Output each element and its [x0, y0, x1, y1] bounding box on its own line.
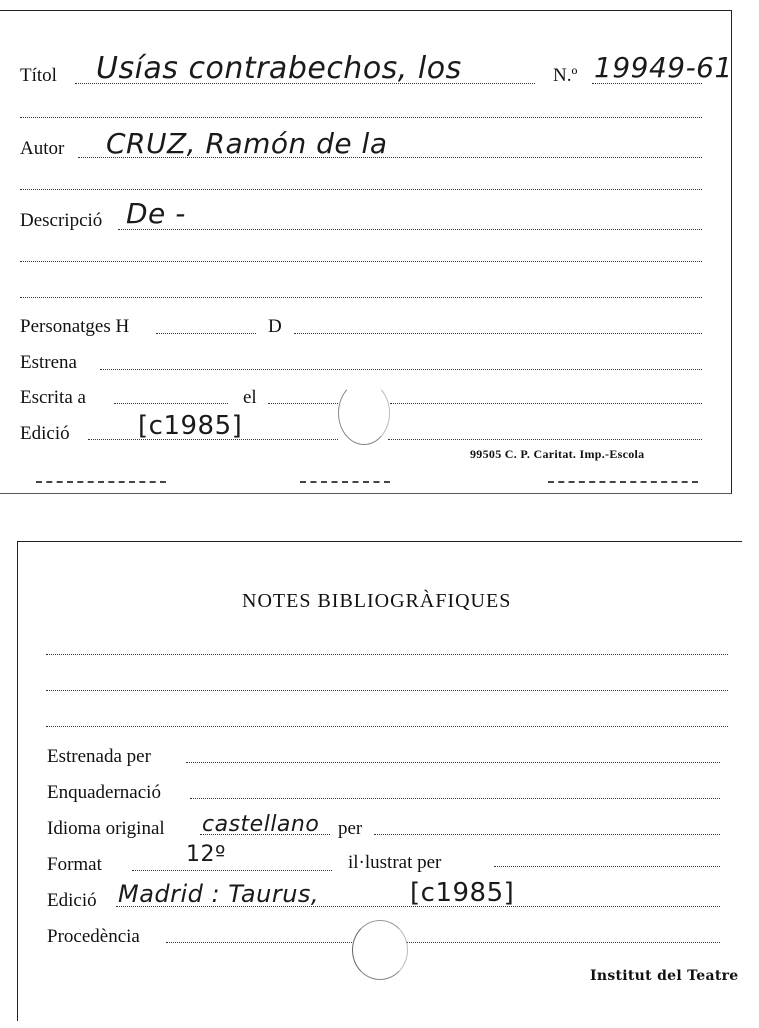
idioma-label: Idioma original	[47, 818, 165, 839]
blank-line	[20, 189, 702, 190]
blank-line	[46, 726, 728, 727]
blank-line	[46, 690, 728, 691]
format-label: Format	[47, 854, 102, 875]
procedencia-line-right	[406, 942, 720, 943]
escrita-el-line	[268, 403, 338, 404]
procedencia-label: Procedència	[47, 926, 140, 947]
autor-label: Autor	[20, 138, 65, 159]
torn-edge-mark	[300, 481, 390, 483]
estrenada-label: Estrenada per	[47, 746, 151, 767]
descripcio-line	[118, 229, 702, 230]
enquadernacio-label: Enquadernació	[47, 782, 161, 803]
escrita-el-label: el	[243, 387, 257, 408]
personatges-label: Personatges H	[20, 316, 130, 337]
personatges-d-label: D	[268, 316, 282, 337]
numero-value: 19949-61	[594, 51, 733, 84]
punch-hole	[338, 381, 390, 445]
titol-label: Títol	[20, 65, 57, 86]
blank-line	[20, 117, 702, 118]
estrena-line	[100, 369, 702, 370]
institution-stamp: Institut del Teatre	[590, 968, 739, 984]
torn-edge-mark	[36, 481, 166, 483]
escrita-el-line-right	[390, 403, 702, 404]
blank-line	[20, 297, 702, 298]
printer-note: 99505 C. P. Caritat. Imp.-Escola	[470, 447, 645, 461]
escrita-label: Escrita a	[20, 387, 86, 408]
edicio-line-right	[388, 439, 702, 440]
punch-hole	[352, 920, 408, 980]
estrena-label: Estrena	[20, 352, 77, 373]
idioma-per-line	[374, 834, 720, 835]
catalog-card-back	[17, 541, 742, 1021]
personatges-d-line	[294, 333, 702, 334]
blank-line	[20, 261, 702, 262]
edicio-year: [c1985]	[410, 878, 515, 908]
edicio-value: [c1985]	[138, 411, 243, 441]
format-value: 12º	[186, 842, 226, 867]
autor-value: CRUZ, Ramón de la	[106, 127, 388, 160]
enquadernacio-line	[190, 798, 720, 799]
format-line	[132, 870, 332, 871]
torn-edge-mark	[548, 481, 698, 483]
estrenada-line	[186, 762, 720, 763]
personatges-h-line	[156, 333, 256, 334]
numero-label: N.º	[553, 65, 578, 86]
idioma-per-label: per	[338, 818, 363, 839]
edicio-label: Edició	[20, 423, 70, 444]
edicio-label-2: Edició	[47, 890, 97, 911]
descripcio-label: Descripció	[20, 210, 103, 231]
illustrat-line	[494, 866, 720, 867]
blank-line	[46, 654, 728, 655]
idioma-value: castellano	[202, 812, 320, 837]
escrita-a-line	[114, 403, 228, 404]
catalog-card-front	[0, 10, 732, 494]
titol-value: Usías contrabechos, los	[96, 51, 462, 86]
illustrat-label: il·lustrat per	[348, 852, 442, 873]
notes-heading: NOTES BIBLIOGRÀFIQUES	[242, 590, 512, 612]
edicio-value-2: Madrid : Taurus,	[118, 880, 320, 908]
procedencia-line	[166, 942, 352, 943]
descripcio-value: De -	[126, 197, 186, 230]
